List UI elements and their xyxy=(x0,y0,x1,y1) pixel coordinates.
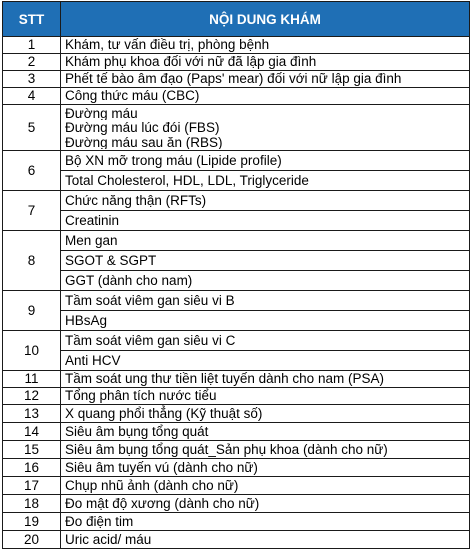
exam-content-table xyxy=(2,1,470,549)
header-stt: STT xyxy=(3,2,61,37)
row-number: 16 xyxy=(3,459,61,477)
table-row xyxy=(3,331,470,351)
table-subrow xyxy=(3,251,470,271)
table-row xyxy=(3,405,470,423)
table-row xyxy=(3,371,470,388)
table-row xyxy=(3,231,470,251)
row-number: 2 xyxy=(3,54,61,71)
row-item: HBsAg xyxy=(61,311,470,331)
table-row xyxy=(3,388,470,405)
row-item: Uric acid/ máu xyxy=(61,531,470,549)
row-item: Chức năng thận (RFTs) xyxy=(61,191,470,211)
row-item-line: Đường máu lúc đói (FBS) xyxy=(65,120,220,135)
row-item: Creatinin xyxy=(61,211,470,231)
row-number: 9 xyxy=(3,291,61,331)
table-row xyxy=(3,513,470,531)
row-number: 15 xyxy=(3,441,61,459)
row-number: 13 xyxy=(3,405,61,423)
row-item: Đo điện tim xyxy=(61,513,470,531)
row-item: GGT (dành cho nam) xyxy=(61,271,470,291)
table-row xyxy=(3,291,470,311)
table-subrow xyxy=(3,311,470,331)
table-row xyxy=(3,477,470,495)
table-header-row xyxy=(3,2,470,37)
row-item: Total Cholesterol, HDL, LDL, Triglyceride xyxy=(61,171,470,191)
table-subrow xyxy=(3,271,470,291)
table-row xyxy=(3,105,470,151)
table-subrow xyxy=(3,351,470,371)
row-item: Tầm soát ung thư tiền liệt tuyến dành cho nam (PSA) xyxy=(61,371,470,388)
table-row xyxy=(3,37,470,54)
table-row xyxy=(3,495,470,513)
header-content: NỘI DUNG KHÁM xyxy=(61,2,470,37)
row-number: 1 xyxy=(3,37,61,54)
table-row xyxy=(3,459,470,477)
row-number: 7 xyxy=(3,191,61,231)
table-row xyxy=(3,88,470,105)
row-item-group xyxy=(61,105,470,151)
row-item: Đo mật độ xương (dành cho nữ) xyxy=(61,495,470,513)
row-item-line: Đường máu sau ăn (RBS) xyxy=(65,134,223,150)
row-item: Siêu âm bụng tổng quát_Sản phụ khoa (dành cho nữ) xyxy=(61,441,470,459)
row-number: 14 xyxy=(3,423,61,441)
row-item: Tổng phân tích nước tiểu xyxy=(61,388,470,405)
row-item: Bộ XN mỡ trong máu (Lipide profile) xyxy=(61,151,470,171)
row-number: 6 xyxy=(3,151,61,191)
table-row xyxy=(3,423,470,441)
row-number: 18 xyxy=(3,495,61,513)
row-item: Tầm soát viêm gan siêu vi B xyxy=(61,291,470,311)
row-item: Siêu âm tuyến vú (dành cho nữ) xyxy=(61,459,470,477)
row-item: Phết tế bào âm đạo (Paps' mear) đối với nữ lập gia đình xyxy=(61,71,470,88)
row-item: Tầm soát viêm gan siêu vi C xyxy=(61,331,470,351)
row-number: 20 xyxy=(3,531,61,549)
row-number: 5 xyxy=(3,105,61,151)
table-row xyxy=(3,71,470,88)
table-subrow xyxy=(3,171,470,191)
row-number: 17 xyxy=(3,477,61,495)
row-number: 3 xyxy=(3,71,61,88)
row-item: X quang phổi thẳng (Kỹ thuật số) xyxy=(61,405,470,423)
row-number: 19 xyxy=(3,513,61,531)
row-number: 12 xyxy=(3,388,61,405)
row-item: Anti HCV xyxy=(61,351,470,371)
table-row xyxy=(3,54,470,71)
row-item: Khám phụ khoa đối với nữ đã lập gia đình xyxy=(61,54,470,71)
table-row xyxy=(3,151,470,171)
table-subrow xyxy=(3,211,470,231)
row-number: 10 xyxy=(3,331,61,371)
row-number: 11 xyxy=(3,371,61,388)
row-item: SGOT & SGPT xyxy=(61,251,470,271)
row-item: Siêu âm bụng tổng quát xyxy=(61,423,470,441)
row-item: Chụp nhũ ảnh (dành cho nữ) xyxy=(61,477,470,495)
row-item-line: Đường máu xyxy=(65,105,138,121)
table-row xyxy=(3,191,470,211)
table-row xyxy=(3,531,470,549)
row-item: Khám, tư vấn điều trị, phòng bệnh xyxy=(61,37,470,54)
row-number: 8 xyxy=(3,231,61,291)
row-item: Công thức máu (CBC) xyxy=(61,88,470,105)
row-number: 4 xyxy=(3,88,61,105)
row-item: Men gan xyxy=(61,231,470,251)
table-row xyxy=(3,441,470,459)
